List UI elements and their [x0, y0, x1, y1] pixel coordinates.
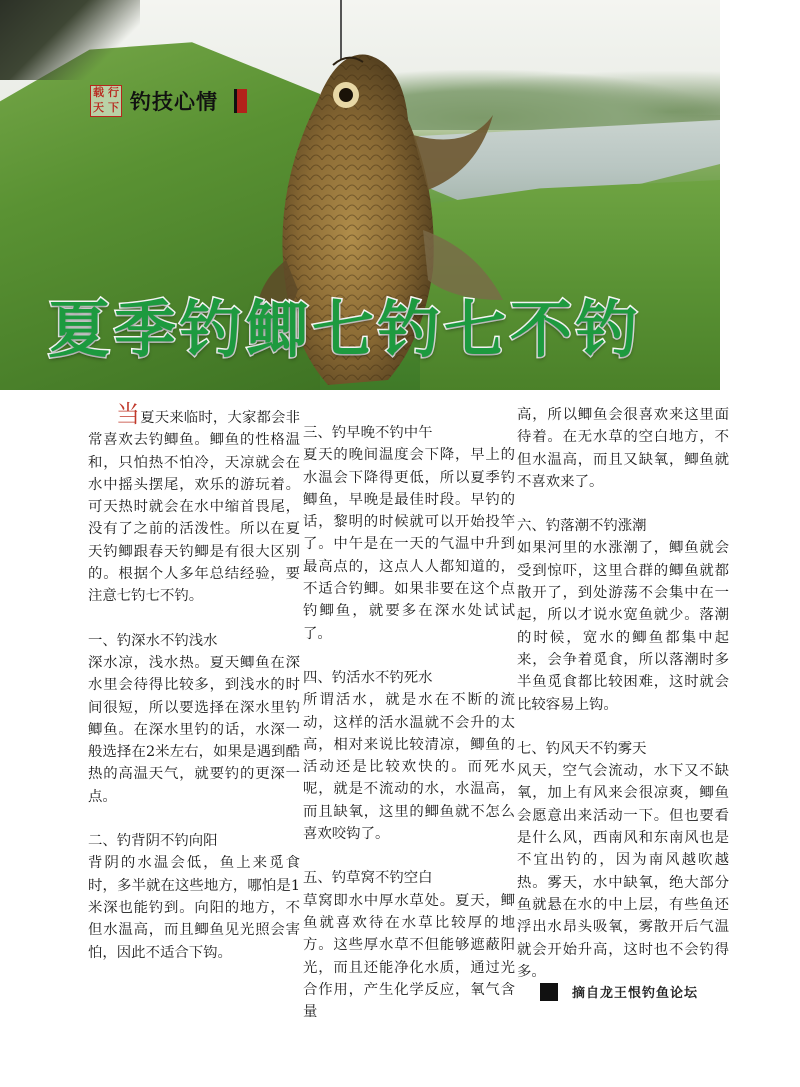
- shadow-corner: [0, 0, 140, 80]
- body-paragraph: 背阴的水温会低，鱼上来觅食时，多半就在这些地方，哪怕是1米深也能钓到。向阳的地方，不但水温高，而且鲫鱼见光照会害怕，因此不适合下钩。: [88, 855, 300, 961]
- paragraph-gap: [303, 645, 515, 667]
- body-paragraph: 高，所以鲫鱼会很喜欢来这里面待着。在无水草的空白地方，不但水温高，而且又缺氧，鲫鱼就不喜欢来了。: [517, 407, 729, 490]
- body-paragraph: 所谓活水，就是水在不断的流动，这样的活水温就不会升的太高，相对来说比较清凉，鲫鱼的活动还是比较欢快的。而死水呢，就是不流动的水，水温高，而且缺氧，这里的鲫鱼就不怎么喜欢咬钩了。: [303, 692, 515, 843]
- source-text: 摘自龙王恨钓鱼论坛: [572, 986, 699, 1001]
- article-headline: 夏季钓鲫七钓七不钓: [48, 293, 643, 366]
- paragraph-gap: [303, 845, 515, 867]
- hero-image: [0, 0, 720, 390]
- article-source: [540, 982, 698, 1001]
- body-paragraph: 草窝即水中厚水草处。夏天，鲫鱼就喜欢待在水草比较厚的地方。这些厚水草不但能够遮蔽阳光，而且还能净化水质，通过光合作用，产生化学反应，氧气含量: [303, 892, 515, 1021]
- column-title: 钓技心情: [130, 90, 218, 114]
- column-bar-decoration: [234, 89, 247, 113]
- body-paragraph: 深水凉，浅水热。夏天鲫鱼在深水里会待得比较多，到浅水的时间很短，所以要选择在深水里钓鲫鱼。在深水里钓的话，水深一般选择在2米左右，如果是遇到酷热的高温天气，就要钓的更深一点。: [88, 654, 300, 805]
- body-paragraph: [88, 400, 300, 608]
- section-heading: 二、钓背阴不钓向阳: [88, 833, 218, 850]
- section-heading: 四、钓活水不钓死水: [303, 669, 433, 686]
- text-column-2: [303, 422, 515, 1023]
- body-paragraph: 风天，空气会流动，水下又不缺氧，加上有风来会很凉爽，鲫鱼会愿意出来活动一下。但也要看是什么风，西南风和东南风也是不宜出钓的，因为南风越吹越热。雾天，水中缺氧，绝大部分鱼就悬在水的中上层，有些鱼还浮出水昂头吸氧，雾散开后气温就会开始升高，这时也不会钓得多。: [517, 763, 729, 980]
- section-heading: 一、钓深水不钓浅水: [88, 632, 218, 649]
- column-tag: [90, 84, 247, 118]
- text-column-3: [517, 404, 729, 983]
- intro-text: 夏天来临时，大家都会非常喜欢去钓鲫鱼。鲫鱼的性格温和，只怕热不怕冷，天凉就会在水中摇头摆尾，欢乐的游玩着。可天热时就会在水中缩首畏尾，没有了之前的活泼性。所以在夏天钓鲫跟春天钓鲫是有很大区别的。根据个人多年总结经验，要注意七钓七不钓。: [88, 410, 300, 605]
- section-heading: 六、钓落潮不钓涨潮: [517, 518, 647, 535]
- drop-cap: 当: [116, 400, 141, 428]
- paragraph-gap: [517, 716, 729, 738]
- section-heading: 五、钓草窝不钓空白: [303, 870, 433, 887]
- section-heading: 三、钓早晚不钓中午: [303, 425, 433, 441]
- body-paragraph: 如果河里的水涨潮了，鲫鱼就会受到惊吓，这里合群的鲫鱼就都散开了，到处游荡不会集中在一起，所以才说水宽鱼就少。落潮的时候，宽水的鲫鱼都集中起来，会争着觅食，所以落潮时多半鱼觅食都比较困难，这时就会比较容易上钩。: [517, 540, 729, 713]
- paragraph-gap: [88, 808, 300, 830]
- paragraph-gap: [88, 608, 300, 630]
- text-column-1: [88, 400, 300, 964]
- source-square-icon: [540, 983, 558, 1001]
- paragraph-gap: [517, 493, 729, 515]
- section-heading: 七、钓风天不钓雾天: [517, 740, 647, 757]
- body-paragraph: 夏天的晚间温度会下降，早上的水温会下降得更低，所以夏季钓鲫鱼，早晚是最佳时段。早钓的话，黎明的时候就可以开始投竿了。中午是在一天的气温中升到最高点的，这点人人都知道的，不适合钓鲫。如果非要在这个点钓鲫鱼，就要多在深水处试试了。: [303, 447, 515, 642]
- column-seal-logo: 载 行 天 下: [90, 85, 122, 117]
